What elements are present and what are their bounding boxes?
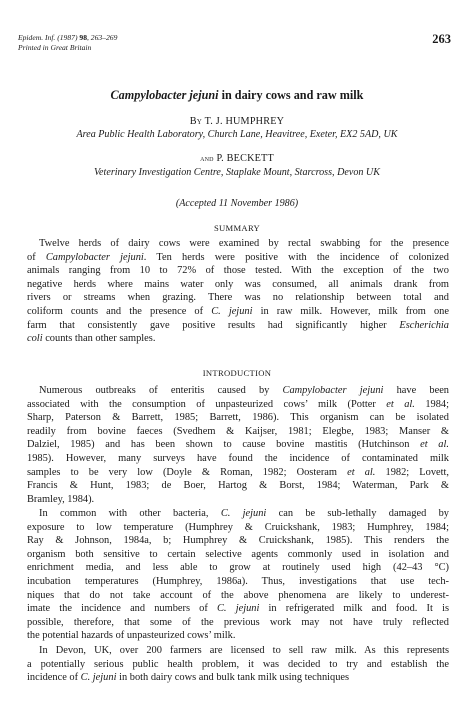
journal-abbrev: Epidem. Inf. xyxy=(18,33,56,42)
text-line: Francis & Hunt, 1983; de Boer, Hartog & Borst, 1984; Waterman, Park & xyxy=(27,480,449,492)
author-1 xyxy=(0,116,474,127)
intro-paragraph-1 xyxy=(27,384,449,506)
author-1-prefix: By xyxy=(189,116,203,127)
author-2 xyxy=(0,153,474,164)
text-line: rivers or streams when grazing. There was no relationship between total and xyxy=(27,292,449,304)
journal-year: (1987) xyxy=(57,33,78,42)
title-species: Campylobacter jejuni xyxy=(110,88,219,102)
text-line: samples to be very low (Doyle & Roman, 1982; Oosteram et al. 1982; Lovett, xyxy=(27,466,449,478)
intro-paragraph-3 xyxy=(27,644,449,685)
journal-pages: , 263–269 xyxy=(86,33,118,42)
text-line: farm that consistently gave positive results had significantly higher Escherichia xyxy=(27,319,449,331)
text-line: In common with other bacteria, C. jejuni can be sub-lethally damaged by xyxy=(39,508,449,519)
text-line: imate the incidence and numbers of C. jejuni in refrigerated milk and food. It is xyxy=(27,603,449,615)
text-line: incidence of C. jejuni in both dairy cows and bulk tank milk using techniques xyxy=(27,672,350,684)
intro-paragraph-2 xyxy=(27,507,449,643)
text-line: Bramley, 1984). xyxy=(27,493,95,505)
author-2-affiliation: Veterinary Investigation Centre, Staplake Mount, Starcross, Devon UK xyxy=(94,167,380,178)
text-line: negative herds where mains water only was consumed, all animals drank from xyxy=(27,278,449,290)
text-line: Ray & Johnson, 1984a, b; Humphrey & Cruickshank, 1985). This renders the xyxy=(27,535,449,547)
text-line: enrichment media, and less able to grow at routinely used high (42–43 °C) xyxy=(27,562,449,574)
text-line: niques that do not take account of the above phenomena are likely to underest- xyxy=(27,589,449,601)
text-line: incubation temperatures (Humphrey, 1986a). Thus, investigations that use tech- xyxy=(27,575,449,587)
running-head xyxy=(18,33,117,53)
text-line: Dalziel, 1985) and has been shown to cause bovine mastitis (Hutchinson et al. xyxy=(27,439,449,451)
text-line: associated with the consumption of unpasteurized cows’ milk (Potter et al. 1984; xyxy=(27,398,449,410)
page-number: 263 xyxy=(432,32,451,46)
text-line: of Campylobacter jejuni. Ten herds were positive with the incidence of colonized xyxy=(27,251,449,263)
text-line: In Devon, UK, over 200 farmers are licensed to sell raw milk. As this represents xyxy=(39,645,449,656)
text-line: readily from bovine faeces (Svedhem & Kaijser, 1981; Elegbe, 1983; Manser & xyxy=(27,425,449,437)
summary-paragraph xyxy=(27,237,449,346)
author-1-name: T. J. HUMPHREY xyxy=(204,116,285,127)
citation-line xyxy=(18,33,117,43)
text-line: possible, therefore, that some of the previous work may not have truly reflected xyxy=(27,616,449,628)
author-2-name: P. BECKETT xyxy=(216,153,274,164)
text-line: the potential hazards of unpasteurized cows’ milk. xyxy=(27,630,236,642)
text-line: coli counts than other samples. xyxy=(27,333,156,345)
title-rest: in dairy cows and raw milk xyxy=(218,88,364,102)
introduction-heading: INTRODUCTION xyxy=(202,368,272,378)
text-line: exposure to low temperature (Humphrey & Cruickshank, 1983; Humphrey, 1984; xyxy=(27,521,449,533)
printed-in: Printed in Great Britain xyxy=(18,43,92,52)
text-line: Sharp, Paterson & Barrett, 1985; Barrett, 1986). This organism can be isolated xyxy=(27,412,449,424)
text-line: coliform counts and the presence of C. jejuni in raw milk. However, milk from one xyxy=(27,305,449,317)
article-title xyxy=(0,88,474,103)
text-line: Twelve herds of dairy cows were examined by rectal swabbing for the presence xyxy=(39,238,449,249)
accepted-date: (Accepted 11 November 1986) xyxy=(175,198,299,209)
journal-volume: 98 xyxy=(79,33,87,42)
author-1-affiliation: Area Public Health Laboratory, Church Lane, Heavitree, Exeter, EX2 5AD, UK xyxy=(76,129,398,140)
summary-heading: SUMMARY xyxy=(213,223,261,233)
text-line: organism both sensitive to certain selective agents commonly used in isolation and xyxy=(27,548,449,560)
text-line: Numerous outbreaks of enteritis caused by Campylobacter jejuni have been xyxy=(39,385,449,396)
text-line: a potentially serious public health problem, it was decided to try and establish the xyxy=(27,658,449,670)
text-line: animals ranging from 10 to 72% of those tested. With the exception of the two xyxy=(27,265,449,277)
text-line: 1985). However, many surveys have found the incidence of contaminated milk xyxy=(27,452,449,464)
author-2-prefix: and xyxy=(200,154,214,163)
